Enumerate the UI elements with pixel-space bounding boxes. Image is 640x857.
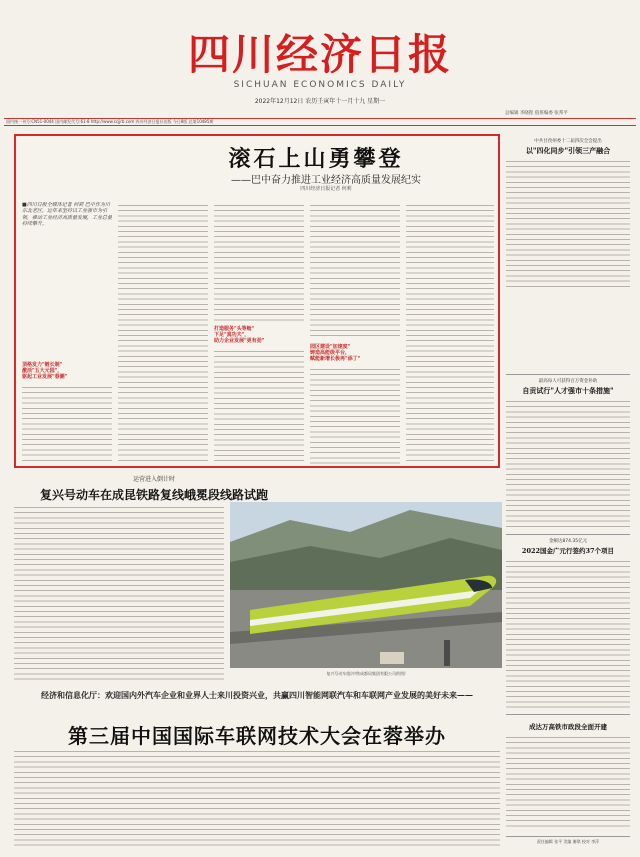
train-photo <box>230 502 502 668</box>
issue-date: 2022年12月12日 农历壬寅年十一月十九 星期一 <box>254 98 386 105</box>
lead-column-5-text <box>406 202 494 464</box>
lead-story <box>14 134 500 468</box>
lead-column-3-text-bottom <box>214 348 304 464</box>
lead-intro: ■四川日报全媒体记者 何莉 巴中作为川东北老区，近年来坚持以工业强市为引领，推动工业经济高质量发展，工业总量持续攀升。 <box>22 202 112 228</box>
story1-kicker: 中共甘孜州委十二届四次全会提出 <box>534 139 602 144</box>
bottom-story-title: 第三届中国国际车联网技术大会在蓉举办 <box>68 724 446 748</box>
newspaper-title: 四川经济日报 <box>187 30 452 79</box>
story2-kicker: 最高每人可获得百万资金补助 <box>538 379 598 384</box>
masthead <box>0 0 640 116</box>
page-footer: 责任编辑 张平 美编 谢琪 校对 李萍 <box>506 836 630 846</box>
train-story-title: 复兴号动车在成昆铁路复线峨冕段线路试跑 <box>39 488 268 502</box>
divider <box>506 374 630 375</box>
train-story-text <box>14 504 224 684</box>
story3-text <box>506 558 630 708</box>
bottom-story-text <box>14 748 500 846</box>
section-heading-1: 顶格发力"链长制" 激活"五大元园"， 驱起工业发展"春潮" <box>22 362 68 381</box>
divider <box>506 534 630 535</box>
story1-title: 以"四化同步"引领三产融合 <box>525 146 611 155</box>
story3-title: 2022国金广元行签约37个项目 <box>521 547 615 555</box>
lead-column-2-text <box>118 202 208 464</box>
section-heading-3: 园区建设"加速度" 铸造高能级平台， 赋能新增长极再"添丁" <box>310 344 361 363</box>
story3-kicker: 金额达874.35亿元 <box>548 539 588 544</box>
story4-title: 成达万高铁市政段全面开建 <box>529 723 607 731</box>
lead-column-4-text-bottom <box>310 366 400 464</box>
lead-subheadline: ——巴中奋力推进工业经济高质量发展纪实 <box>231 175 421 186</box>
story1-text <box>506 158 630 288</box>
editor-credit: 总编辑 李晓程 值班编委 张邦平 <box>505 111 568 116</box>
sidebar-news-column <box>506 134 630 834</box>
divider <box>506 714 630 715</box>
lead-byline: 四川经济日报记者 何莉 <box>300 186 352 192</box>
story4-text <box>506 734 630 830</box>
story2-title: 自贡试行"人才强市十条措施" <box>522 386 614 395</box>
lead-column-1-text <box>22 384 112 464</box>
lead-column-4-text-top <box>310 202 400 340</box>
lead-column-3-text-top <box>214 202 304 322</box>
publication-info-bar: 国内统一刊号:CN51-0044 国内邮发代号:61-8 http://www.scjjrb.com 四川经济日报社出版 今日8版 总第10485期 <box>4 118 636 126</box>
story2-text <box>506 398 630 528</box>
newspaper-english-title: SICHUAN ECONOMICS DAILY <box>233 80 407 90</box>
train-story-kicker: 运营进入倒计时 <box>132 476 175 483</box>
lead-headline: 滚石上山勇攀登 <box>228 146 404 172</box>
train-photo-illustration <box>230 502 502 668</box>
bottom-story-kicker: 经济和信息化厅：欢迎国内外汽车企业和业界人士来川投资兴业，共赢四川智能网联汽车和车联网产业发展的美好未来—— <box>41 690 473 700</box>
section-heading-2: 打造服务"头等舱" 下足"真功夫"， 助力企业发展"更有劲" <box>214 326 265 345</box>
train-photo-caption: 复兴号动车组(中铁成都局集团有限公司供图) <box>326 671 406 676</box>
